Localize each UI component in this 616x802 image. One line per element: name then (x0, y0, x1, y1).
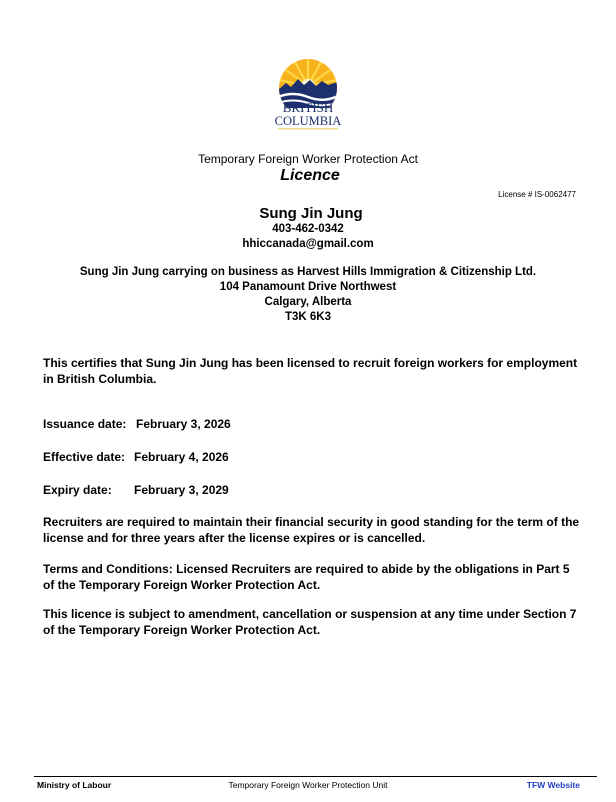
licensee-email: hhiccanada@gmail.com (242, 238, 374, 250)
svg-text:BRITISH: BRITISH (282, 100, 334, 115)
effective-date-label: Effective date: (43, 450, 126, 464)
bc-sun-mountain-icon (258, 50, 358, 140)
certification-statement: This certifies that Sung Jin Jung has been licensed to recruit foreign workers for employment in British Columbia. (43, 356, 578, 386)
address-street: 104 Panamount Drive Northwest (219, 281, 397, 293)
footer-divider (34, 776, 597, 777)
footer-unit: Temporary Foreign Worker Protection Unit (228, 780, 388, 790)
license-number: License # IS-0062477 (498, 190, 576, 199)
expiry-date-row (43, 483, 229, 497)
issuance-date-label: Issuance date: (43, 417, 127, 431)
business-line: Sung Jin Jung carrying on business as Harvest Hills Immigration & Citizenship Ltd. (79, 266, 537, 278)
expiry-date-value: February 3, 2029 (134, 483, 229, 497)
address-city: Calgary, Alberta (264, 296, 352, 308)
financial-security-notice: Recruiters are required to maintain their financial security in good standing for the term of the license and for three years after the license expires or is cancelled. (43, 515, 580, 545)
act-name: Temporary Foreign Worker Protection Act (198, 152, 418, 166)
amendment-notice: This licence is subject to amendment, cancellation or suspension at any time under Section 7 of the Temporary Foreign Worker Protection Act. (43, 607, 577, 637)
licensee-phone: 403-462-0342 (272, 223, 344, 235)
footer-ministry: Ministry of Labour (37, 780, 112, 790)
effective-date-value: February 4, 2026 (134, 450, 229, 464)
address-postal: T3K 6K3 (284, 311, 332, 323)
document-title: Licence (280, 167, 340, 184)
svg-text:COLUMBIA: COLUMBIA (274, 114, 342, 128)
issuance-date-value: February 3, 2026 (136, 417, 231, 431)
bc-government-logo (258, 50, 358, 140)
effective-date-row (43, 450, 229, 464)
issuance-date-row (43, 417, 231, 431)
expiry-date-label: Expiry date: (43, 483, 112, 497)
tfw-website-link[interactable]: TFW Website (526, 780, 580, 790)
terms-and-conditions: Terms and Conditions: Licensed Recruiters are required to abide by the obligations in Part 5 of the Temporary Foreign Worker Protection Act. (43, 562, 570, 592)
licensee-name: Sung Jin Jung (259, 205, 363, 222)
